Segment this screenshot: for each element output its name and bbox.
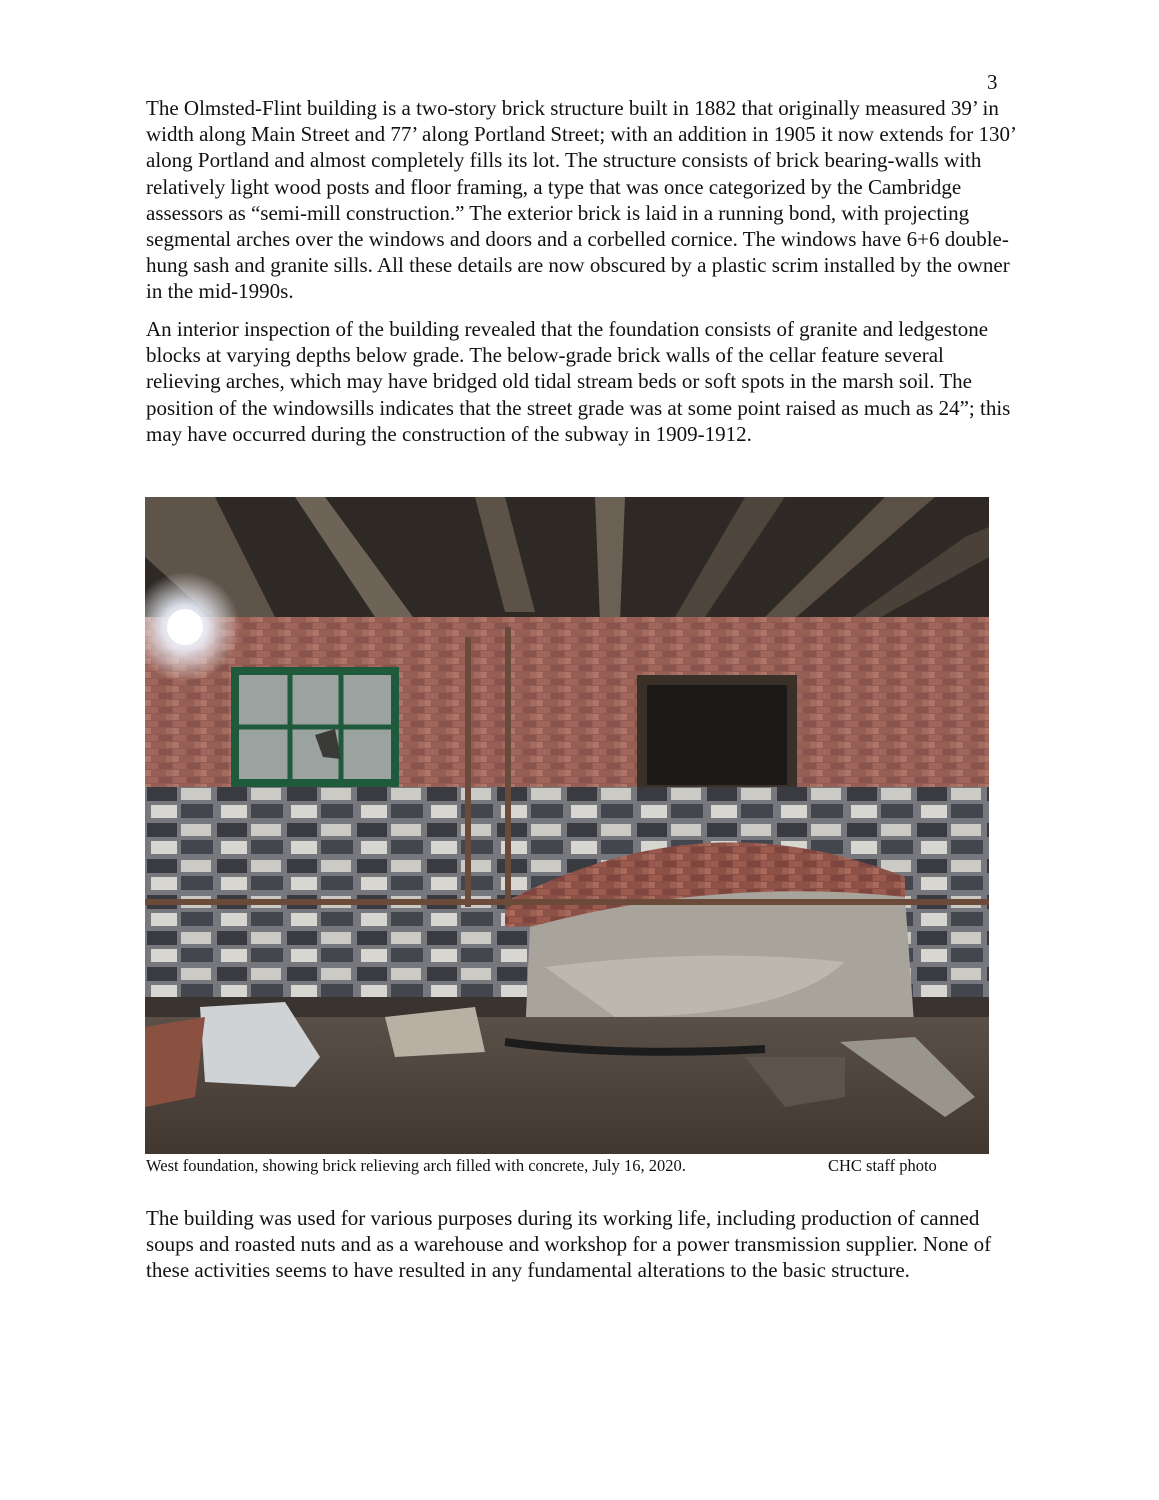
paragraph-building-description: The Olmsted-Flint building is a two-story brick structure built in 1882 that originally measured 39’ in width along Main Street and 77’ along Portland Street; with an addition in 1905 it now extends for 130’ along Portland and almost completely fills its lot. The structure consists of brick bearing-walls with relatively light wood posts and floor framing, a type that was once categorized by the Cambridge assessors as “semi-mill construction.” The exterior brick is laid in a running bond, with projecting segmental arches over the windows and doors and a corbelled cornice. The windows have 6+6 double-hung sash and granite sills. All these details are now obscured by a plastic scrim installed by the owner in the mid-1990s. — [146, 96, 1016, 304]
photo-credit: CHC staff photo — [828, 1156, 937, 1175]
page-number: 3 — [987, 70, 998, 94]
photo-caption: West foundation, showing brick relieving arch filled with concrete, July 16, 2020. — [146, 1156, 686, 1175]
paragraph-building-uses: The building was used for various purposes during its working life, including production of canned soups and roasted nuts and as a warehouse and workshop for a power transmission supplier. None of these activities seems to have resulted in any fundamental alterations to the basic structure. — [146, 1206, 992, 1283]
paragraph-interior-inspection: An interior inspection of the building revealed that the foundation consists of granite and ledgestone blocks at varying depths below grade. The below-grade brick walls of the cellar feature several relieving arches, which may have bridged old tidal stream beds or soft spots in the marsh soil. The position of the windowsills indicates that the street grade was at some point raised as much as 24”; this may have occurred during the construction of the subway in 1909-1912. — [146, 317, 1011, 446]
cellar-foundation-photo — [145, 497, 989, 1154]
